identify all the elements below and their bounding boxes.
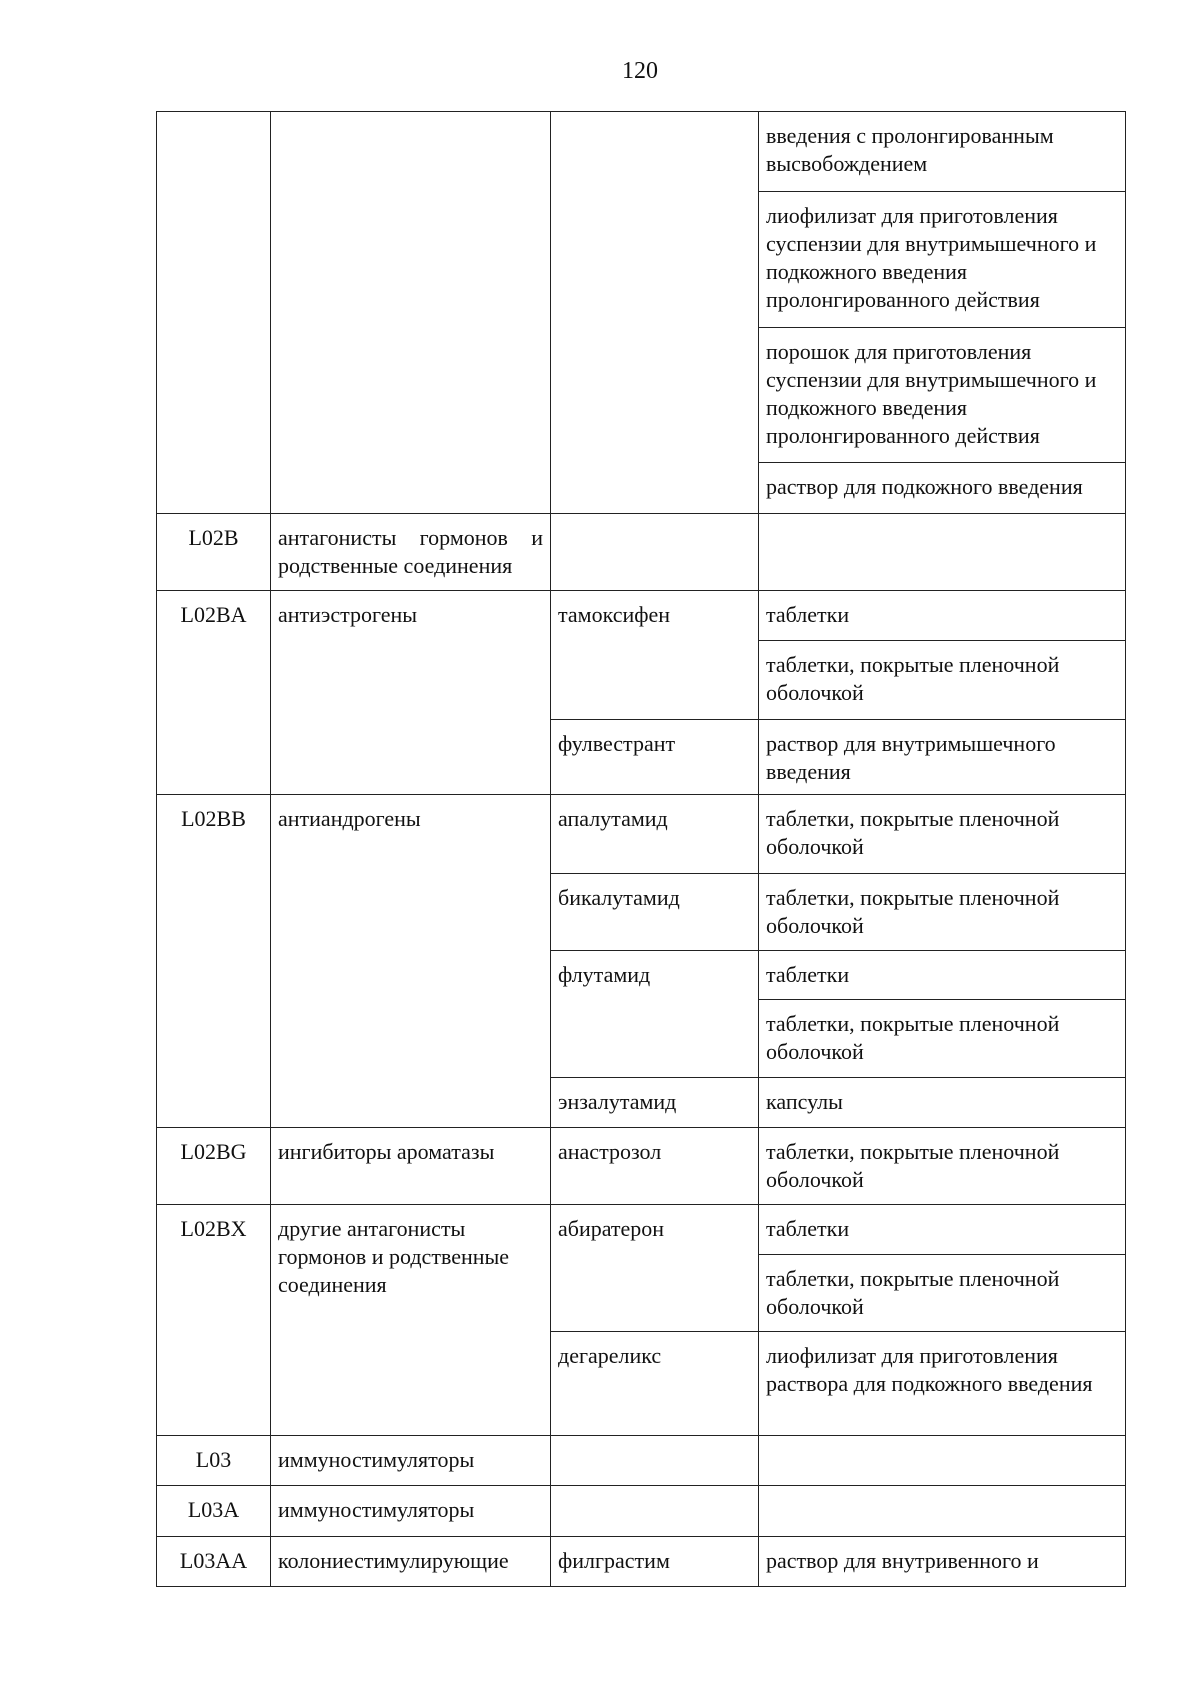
group-name-cell: антиандрогены — [271, 795, 551, 1128]
atc-code-cell: L03 — [157, 1435, 271, 1485]
atc-code-cell: L02BG — [157, 1128, 271, 1204]
group-name-cell: ингибиторы ароматазы — [271, 1128, 551, 1204]
dosage-form-cell: раствор для подкожного введения — [759, 463, 1126, 514]
dosage-form-cell: введения с пролонгированным высвобождением — [759, 112, 1126, 192]
group-name-cell: иммуностимуляторы — [271, 1486, 551, 1536]
drug-name-cell: апалутамид — [551, 795, 759, 873]
dosage-form-cell: таблетки, покрытые пленочной оболочкой — [759, 873, 1126, 950]
group-name-cell — [271, 112, 551, 514]
dosage-form-cell — [759, 1435, 1126, 1485]
dosage-form-cell: раствор для внутривенного и — [759, 1536, 1126, 1586]
table-row — [157, 1128, 1126, 1204]
drug-name-cell: дегареликс — [551, 1332, 759, 1436]
drug-name-cell — [551, 514, 759, 590]
dosage-form-cell: таблетки, покрытые пленочной оболочкой — [759, 1254, 1126, 1331]
table-row — [157, 1435, 1126, 1485]
dosage-form-cell — [759, 514, 1126, 590]
dosage-form-cell — [759, 1486, 1126, 1536]
atc-code-cell — [157, 112, 271, 514]
drug-name-cell: энзалутамид — [551, 1077, 759, 1127]
table-row — [157, 1536, 1126, 1586]
dosage-form-cell: таблетки, покрытые пленочной оболочкой — [759, 1128, 1126, 1204]
drug-name-cell: бикалутамид — [551, 873, 759, 950]
atc-code-cell: L02B — [157, 514, 271, 590]
dosage-form-cell: лиофилизат для приготовления раствора для подкожного введения — [759, 1332, 1126, 1436]
drug-name-cell — [551, 1435, 759, 1485]
dosage-form-cell: лиофилизат для приготовления суспензии для внутримышечного и подкожного введения пролонгированного действия — [759, 192, 1126, 328]
dosage-form-cell: таблетки — [759, 590, 1126, 640]
table-row — [157, 1486, 1126, 1536]
dosage-form-cell: таблетки — [759, 951, 1126, 1000]
drug-name-cell: анастрозол — [551, 1128, 759, 1204]
drug-name-cell: тамоксифен — [551, 590, 759, 719]
atc-code-cell: L02BA — [157, 590, 271, 794]
drug-name-cell: абиратерон — [551, 1204, 759, 1332]
dosage-form-cell: капсулы — [759, 1077, 1126, 1127]
group-name-cell: колониестимулирующие — [271, 1536, 551, 1586]
table-row — [157, 590, 1126, 640]
drug-name-cell: флутамид — [551, 951, 759, 1078]
page-number: 120 — [622, 58, 658, 84]
medication-table — [156, 111, 1126, 1587]
dosage-form-cell: таблетки, покрытые пленочной оболочкой — [759, 641, 1126, 719]
dosage-form-cell: раствор для внутримышечного введения — [759, 719, 1126, 794]
table-row — [157, 1204, 1126, 1254]
atc-code-cell: L02BB — [157, 795, 271, 1128]
atc-code-cell: L03A — [157, 1486, 271, 1536]
table-row — [157, 112, 1126, 192]
group-name-cell: антиэстрогены — [271, 590, 551, 794]
drug-name-cell: филграстим — [551, 1536, 759, 1586]
drug-name-cell — [551, 1486, 759, 1536]
atc-code-cell: L03AA — [157, 1536, 271, 1586]
atc-code-cell: L02BX — [157, 1204, 271, 1435]
table-row — [157, 795, 1126, 873]
table-row — [157, 514, 1126, 590]
dosage-form-cell: таблетки, покрытые пленочной оболочкой — [759, 1000, 1126, 1077]
drug-name-cell: фулвестрант — [551, 719, 759, 794]
group-name-cell: другие антагонисты гормонов и родственные соединения — [271, 1204, 551, 1435]
drug-name-cell — [551, 112, 759, 514]
dosage-form-cell: порошок для приготовления суспензии для внутримышечного и подкожного введения пролонгированного действия — [759, 328, 1126, 463]
dosage-form-cell: таблетки, покрытые пленочной оболочкой — [759, 795, 1126, 873]
group-name-cell: иммуностимуляторы — [271, 1435, 551, 1485]
group-name-cell: антагонисты гормонов и родственные соединения — [271, 514, 551, 590]
dosage-form-cell: таблетки — [759, 1204, 1126, 1254]
